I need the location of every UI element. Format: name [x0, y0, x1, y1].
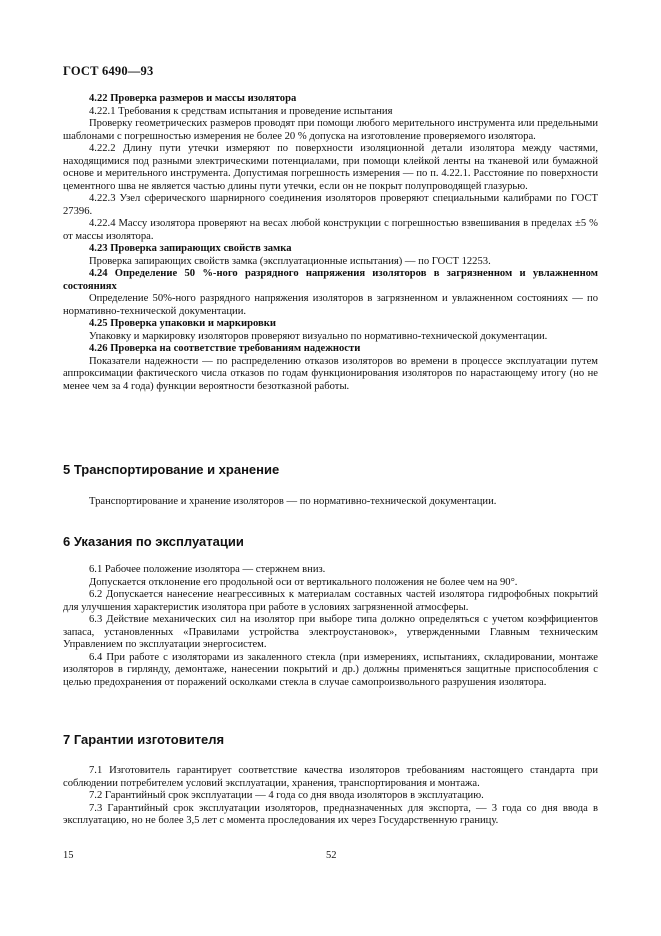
section5-body: [63, 496, 598, 509]
paragraph: 4.22.1 Требования к средствам испытания и проведение испытания: [89, 105, 393, 117]
subheading: 4.26 Проверка на соответствие требованиям надежности: [89, 343, 361, 354]
paragraph: Транспортирование и хранение изоляторов — по нормативно-технической документации.: [89, 496, 497, 507]
paragraph: 4.22.2 Длину пути утечки измеряют по поверхности изоляционной детали изолятора между частями, находящимися под разными электрическими потенциалами, при помощи клейкой ленты на тканевой или бумажной основе и мерительного инструмента. Допустимая погрешность измерения — по п. 4.22.1. Расстояние по поверхности цементного шва не является частью длины пути утечки, если он не покрыт полупроводящей глазурью.: [63, 143, 598, 192]
paragraph: 7.2 Гарантийный срок эксплуатации — 4 года со дня ввода изоляторов в эксплуатацию.: [89, 790, 484, 801]
paragraph: 4.22.4 Массу изолятора проверяют на весах любой конструкции с погрешностью взвешивания в пределах ±5 % от массы изолятора.: [63, 218, 598, 242]
paragraph: 7.3 Гарантийный срок эксплуатации изоляторов, предназначенных для экспорта, — 3 года со дня ввода в эксплуатацию, но не более 3,5 лет с момента проследования их через Государственную границу.: [63, 802, 598, 826]
paragraph: Проверка запирающих свойств замка (эксплуатационные испытания) — по ГОСТ 12253.: [89, 255, 491, 267]
paragraph: Проверку геометрических размеров проводят при помощи любого мерительного инструмента или предельными шаблонами с погрешностью измерения не более 20 % допуска на изготовление проверяемого изолятора.: [63, 118, 598, 142]
paragraph: Определение 50%-ного разрядного напряжения изоляторов в загрязненном и увлажненном состояниях — по нормативно-технической документации.: [63, 293, 598, 317]
paragraph: 6.2 Допускается нанесение неагрессивных к материалам составных частей изолятора гидрофобных покрытий для улучшения характеристик изолятора при работе в условиях загрязненной атмосферы.: [63, 589, 598, 613]
section7-title: 7 Гарантии изготовителя: [63, 732, 225, 747]
page-total: 52: [326, 850, 337, 861]
paragraph: Показатели надежности — по распределению отказов изоляторов во времени в процессе эксплуатации путем аппроксимации фактического числа отказов по годам функционирования изоляторов по нарастающему итогу (но не менее чем за 4 года) функции вероятности безотказной работы.: [63, 355, 598, 392]
paragraph: 4.22.3 Узел сферического шарнирного соединения изоляторов проверяют специальными калибрами по ГОСТ 27396.: [63, 193, 598, 217]
paragraph: 6.3 Действие механических сил на изолятор при выборе типа должно определяться с учетом коэффициентов запаса, установленных «Правилами устройства электроустановок», утвержденными Главным техническим Управлением по эксплуатации энергосистем.: [63, 614, 598, 650]
page-number: 15: [63, 850, 74, 861]
paragraph: 6.4 При работе с изоляторами из закаленного стекла (при измерениях, испытаниях, складировании, монтаже изоляторов в гирлянду, демонтаже, нанесении покрытий и др.) должны применяться защитные приспособления с целью предохранения от поражений осколками стекла в случае самопроизвольного разрушения изолятора.: [63, 651, 598, 688]
section4-body: [63, 93, 598, 393]
section6-title: 6 Указания по эксплуатации: [63, 534, 244, 549]
standard-header: ГОСТ 6490—93: [63, 64, 154, 78]
paragraph: 7.1 Изготовитель гарантирует соответствие качества изоляторов требованиям настоящего стандарта при соблюдении потребителем условий эксплуатации, хранения, транспортирования и монтажа.: [63, 765, 598, 789]
subheading: 4.23 Проверка запирающих свойств замка: [89, 243, 292, 254]
subheading: 4.24 Определение 50 %-ного разрядного напряжения изоляторов в загрязненном и увлажненном состояниях: [63, 268, 598, 292]
section7-body: [63, 765, 598, 828]
section6-body: [63, 564, 598, 689]
subheading: 4.25 Проверка упаковки и маркировки: [89, 318, 276, 329]
section5-title: 5 Транспортирование и хранение: [63, 462, 280, 477]
subheading: 4.22 Проверка размеров и массы изолятора: [89, 93, 297, 104]
paragraph: Допускается отклонение его продольной оси от вертикального положения не более чем на 90°.: [89, 576, 518, 588]
paragraph: 6.1 Рабочее положение изолятора — стержнем вниз.: [89, 564, 326, 575]
paragraph: Упаковку и маркировку изоляторов проверяют визуально по нормативно-технической документации.: [89, 330, 548, 342]
